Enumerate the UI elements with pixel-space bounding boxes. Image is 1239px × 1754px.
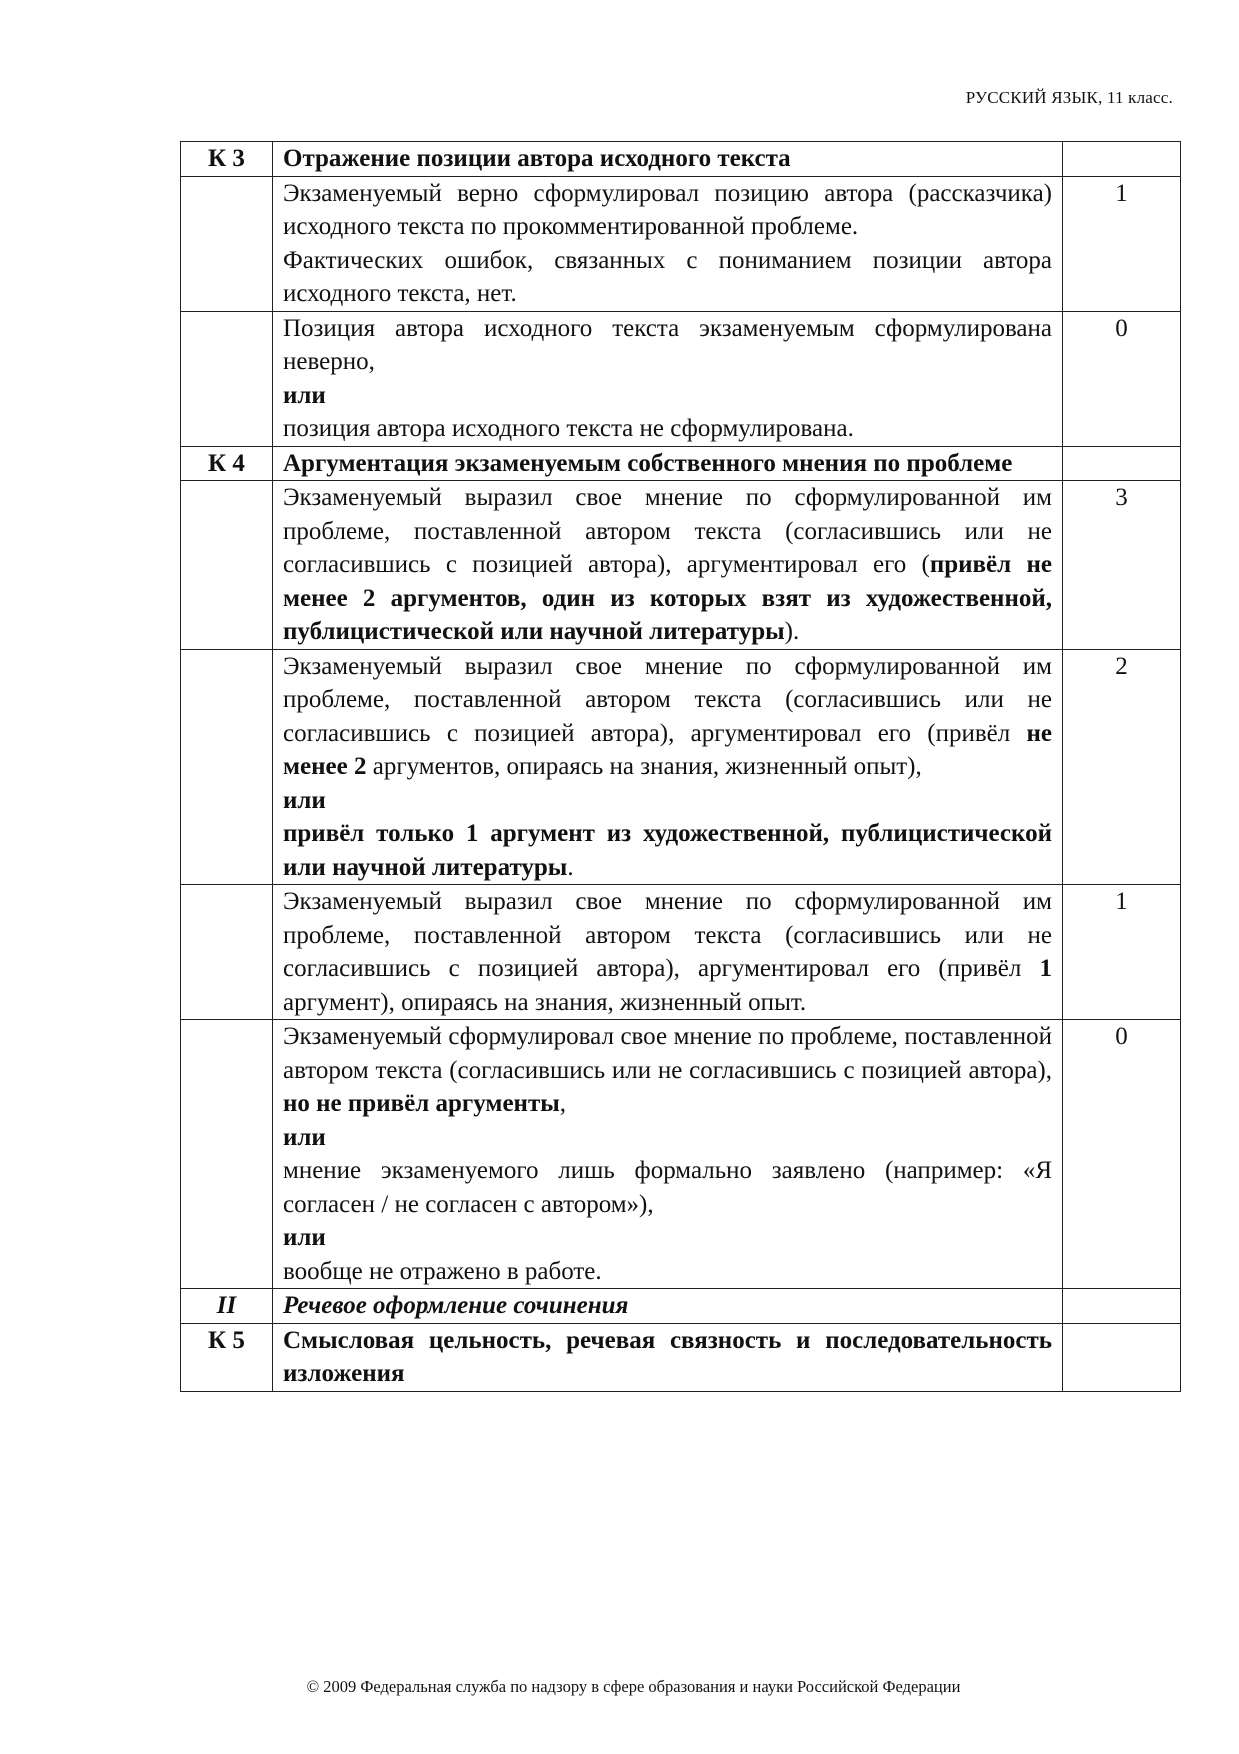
criterion-title: Аргументация экзаменуемым собственного мнения по проблеме xyxy=(273,446,1063,481)
level-row xyxy=(181,176,1181,311)
level-text-bold: не менее 2 xyxy=(283,719,1052,780)
criterion-title: Смысловая цельность, речевая связность и последовательность изложения xyxy=(273,1323,1063,1391)
or-separator: или xyxy=(283,786,326,814)
level-score: 1 xyxy=(1063,885,1181,1020)
level-row xyxy=(181,1020,1181,1289)
empty-code-cell xyxy=(181,649,273,885)
level-text: , xyxy=(559,1090,566,1117)
level-text-bold: 1 xyxy=(1039,955,1052,982)
level-text: Экзаменуемый выразил свое мнение по сформулированной им проблеме, поставленной автором текста (согласившись или не согласившись с позицией автора), аргументировал его (привёл xyxy=(283,652,1052,747)
criterion-row-k3 xyxy=(181,142,1181,177)
level-description xyxy=(273,311,1063,446)
level-description xyxy=(273,649,1063,885)
level-text: вообще не отражено в работе. xyxy=(283,1257,602,1285)
page-footer: © 2009 Федеральная служба по надзору в сфере образования и науки Российской Федерации xyxy=(306,1677,961,1696)
level-row xyxy=(181,481,1181,650)
criterion-code: К 4 xyxy=(181,446,273,481)
level-text-bold: привёл только 1 аргумент из художественной, публицистической или научной литературы xyxy=(283,820,1052,881)
empty-code-cell xyxy=(181,885,273,1020)
empty-code-cell xyxy=(181,176,273,311)
level-text: позиция автора исходного текста не сформулирована. xyxy=(283,415,854,442)
level-score: 3 xyxy=(1063,481,1181,650)
level-text: Экзаменуемый выразил свое мнение по сформулированной им проблеме, поставленной автором текста (согласившись или не согласившись с позицией автора), аргументировал его (привёл xyxy=(283,888,1052,982)
level-row xyxy=(181,885,1181,1020)
level-text-bold: но не привёл аргументы xyxy=(283,1090,560,1117)
criterion-row-k4 xyxy=(181,446,1181,481)
level-row xyxy=(181,649,1181,885)
or-separator: или xyxy=(283,1123,326,1151)
level-row xyxy=(181,311,1181,446)
criterion-code: К 5 xyxy=(181,1323,273,1391)
level-text: ). xyxy=(784,618,800,645)
level-text-bold: привёл не менее 2 аргументов, один из которых взят из художественной, публицистической или научной литературы xyxy=(283,551,1052,645)
level-text: Экзаменуемый верно сформулировал позицию автора (рассказчика) исходного текста по прокомментированной проблеме. xyxy=(283,179,1052,240)
section-row-ii xyxy=(181,1289,1181,1324)
level-text: Фактических ошибок, связанных с пониманием позиции автора исходного текста, нет. xyxy=(283,246,1052,307)
criterion-row-k5 xyxy=(181,1323,1181,1391)
score-cell-empty xyxy=(1063,446,1181,481)
level-text: мнение экзаменуемого лишь формально заявлено (например: «Я согласен / не согласен с автором»), xyxy=(283,1157,1052,1218)
level-description xyxy=(273,885,1063,1020)
level-text: Экзаменуемый выразил свое мнение по сформулированной им проблеме, поставленной автором текста (согласившись или не согласившись с позицией автора), аргументировал его ( xyxy=(283,484,1052,578)
score-cell-empty xyxy=(1063,1323,1181,1391)
or-separator: или xyxy=(283,381,326,409)
empty-code-cell xyxy=(181,481,273,650)
level-text: Позиция автора исходного текста экзаменуемым сформулирована неверно, xyxy=(283,314,1052,375)
section-title: Речевое оформление сочинения xyxy=(273,1289,1063,1324)
criterion-title: Отражение позиции автора исходного текста xyxy=(273,142,1063,177)
score-cell-empty xyxy=(1063,142,1181,177)
level-text: аргументов, опираясь на знания, жизненный опыт), xyxy=(366,753,922,780)
level-score: 1 xyxy=(1063,176,1181,311)
empty-code-cell xyxy=(181,311,273,446)
page-header: РУССКИЙ ЯЗЫК, 11 класс. xyxy=(965,88,1173,107)
level-description xyxy=(273,481,1063,650)
criterion-code: К 3 xyxy=(181,142,273,177)
level-text: Экзаменуемый сформулировал свое мнение по проблеме, поставленной автором текста (согласившись или не согласившись с позицией автора), xyxy=(283,1023,1052,1084)
level-score: 2 xyxy=(1063,649,1181,885)
or-separator: или xyxy=(283,1224,326,1251)
level-description xyxy=(273,1020,1063,1289)
level-text: . xyxy=(567,853,574,881)
empty-code-cell xyxy=(181,1020,273,1289)
level-text: аргумент), опираясь на знания, жизненный опыт. xyxy=(283,988,807,1016)
level-score: 0 xyxy=(1063,1020,1181,1289)
score-cell-empty xyxy=(1063,1289,1181,1324)
section-code: II xyxy=(181,1289,273,1324)
level-description xyxy=(273,176,1063,311)
level-score: 0 xyxy=(1063,311,1181,446)
criteria-table xyxy=(180,141,1181,1392)
